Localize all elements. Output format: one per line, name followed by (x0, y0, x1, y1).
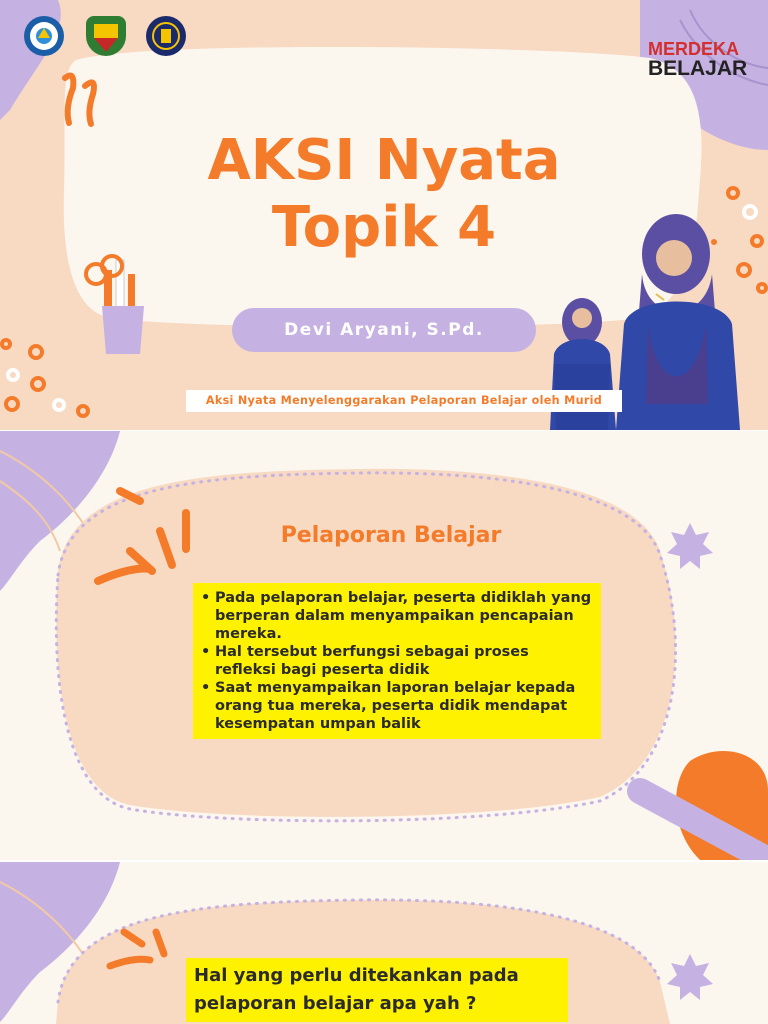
institution-logo (146, 16, 186, 56)
question-slide (0, 862, 768, 1024)
ring-decor (726, 186, 740, 200)
ring-decor (6, 368, 20, 382)
slide1-subtitle: Aksi Nyata Menyelenggarakan Pelaporan Belajar oleh Murid (186, 390, 622, 412)
points-list (193, 583, 601, 739)
merdeka-belajar-brand (648, 39, 748, 80)
ring-decor (750, 234, 764, 248)
stationery-cup-icon (82, 250, 160, 360)
ring-decor (4, 396, 20, 412)
title-line-1: AKSI Nyata (207, 128, 561, 193)
seal-icon (146, 16, 186, 56)
list-item: • Hal tersebut berfungsi sebagai proses refleksi bagi peserta didik (201, 643, 593, 679)
shield-icon (86, 16, 126, 56)
brand-line-2: BELAJAR (648, 57, 748, 80)
list-item: • Pada pelaporan belajar, peserta didiklah yang berperan dalam menyampaikan pencapaian mereka. (201, 589, 593, 643)
slide2-heading: Pelaporan Belajar (280, 523, 502, 548)
brand-line-1: MERDEKA (648, 39, 740, 59)
title-slide (0, 0, 768, 430)
ring-decor (0, 338, 12, 350)
list-item: • Saat menyampaikan laporan belajar kepada orang tua mereka, peserta didik mendapat kesempatan umpan balik (201, 679, 593, 733)
title-line-2: Topik 4 (271, 195, 497, 260)
logo-emblem-icon (24, 16, 64, 56)
kemendikbud-logo (24, 16, 64, 56)
ring-decor (30, 376, 46, 392)
regional-government-logo (86, 16, 126, 56)
ring-decor (756, 282, 768, 294)
question-box (186, 958, 568, 1022)
question-line-2: pelaporan belajar apa yah ? (194, 993, 477, 1014)
ring-decor (76, 404, 90, 418)
author-pill: Devi Aryani, S.Pd. (232, 308, 536, 352)
content-slide (0, 431, 768, 860)
ring-decor (52, 398, 66, 412)
ring-decor (28, 344, 44, 360)
question-line-1: Hal yang perlu ditekankan pada (194, 965, 519, 986)
